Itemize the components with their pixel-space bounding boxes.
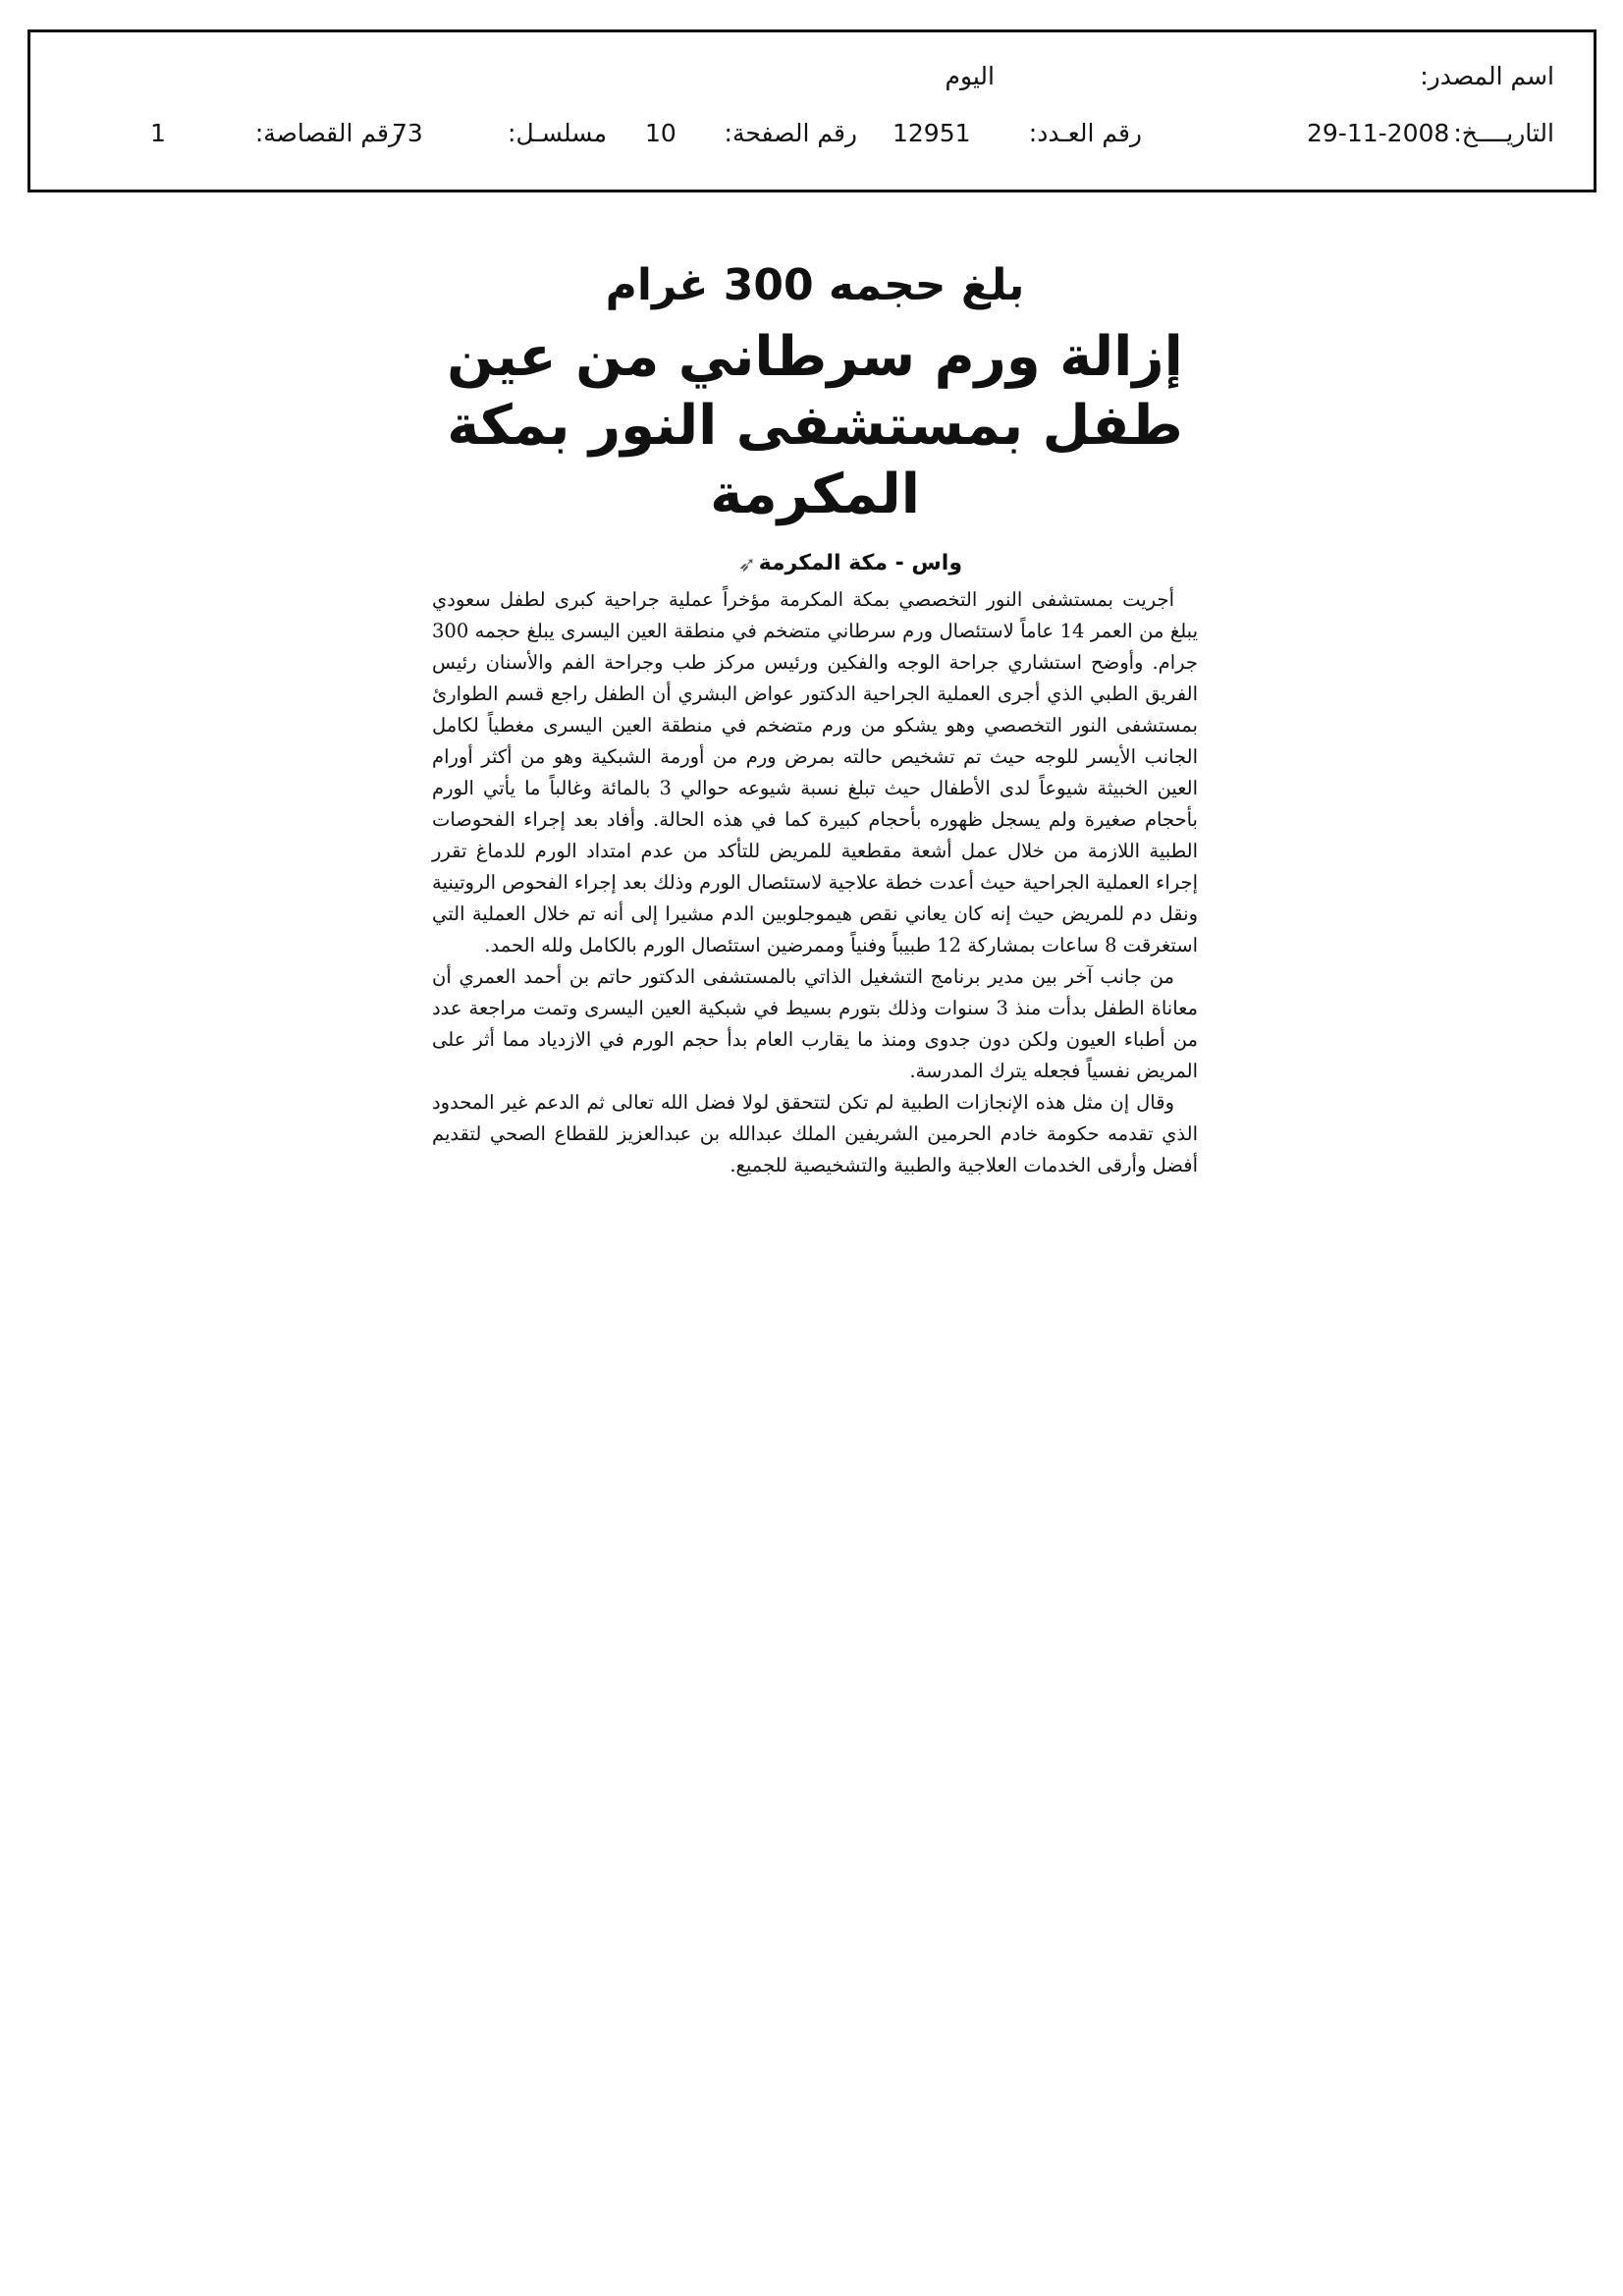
issue-label: رقم العـدد: <box>1028 119 1142 147</box>
source-value: اليوم <box>945 62 995 90</box>
paragraph: أجريت بمستشفى النور التخصصي بمكة المكرمة مؤخراً عملية جراحية كبرى لطفل سعودي يبلغ من العمر 14 عاماً لاستئصال ورم سرطاني متضخم في منطقة العين اليسرى يبلغ حجمه 300 جرام. وأوضح استشاري جراحة الوجه والفكين ورئيس مركز طب وجراحة الفم والأسنان رئيس الفريق الطبي الذي أجرى العملية الجراحية الدكتور عواض البشري أن الطفل راجع قسم الطوارئ بمستشفى النور التخصصي وهو يشكو من ورم متضخم في منطقة العين اليسرى مغطياً لكامل الجانب الأيسر للوجه حيث تم تشخيص حالته بمرض ورم من أورمة الشبكية وهو من أكثر أورام العين الخبيثة شيوعاً لدى الأطفال حيث تبلغ نسبة شيوعه حوالي 3 بالمائة وغالباً ما يأتي الورم بأحجام صغيرة ولم يسجل ظهوره بأحجام كبيرة كما في هذه الحالة. وأفاد بعد إجراء الفحوصات الطبية اللازمة من خلال عمل أشعة مقطعية للمريض للتأكد من عدم امتداد الورم للدماغ تقرر إجراء العملية الجراحية حيث أعدت خطة علاجية لاستئصال الورم وذلك بعد إجراء الفحوص الروتينية ونقل دم للمريض حيث إنه كان يعاني نقص هيموجلوبين الدم مشيرا إلى أنه تم خلال العملية التي استغرقت 8 ساعات بمشاركة 12 طبيباً وفنياً وممرضين استئصال الورم بالكامل ولله الحمد. <box>432 588 1198 957</box>
paragraph: وقال إن مثل هذه الإنجازات الطبية لم تكن لتتحقق لولا فضل الله تعالى ثم الدعم غير المحدود الذي تقدمه حكومة خادم الحرمين الشريفين الملك عبدالله بن عبدالعزيز للقطاع الصحي لتقديم أفضل وأرقى الخدمات العلاجية والطبية والتشخيصية للجميع. <box>432 1091 1198 1177</box>
serial-label: مسلسـل: <box>508 119 607 147</box>
article-body <box>432 584 1198 1181</box>
clipping-label: رقم القصاصة: <box>254 119 401 147</box>
page-value: 10 <box>645 119 676 147</box>
issue-value: 12951 <box>893 119 971 147</box>
article-subtitle: بلغ حجمه 300 غرام <box>605 260 1025 310</box>
arrow-icon: ➶ <box>737 553 756 578</box>
page-label: رقم الصفحة: <box>724 119 857 147</box>
serial-value: 73 <box>392 119 423 147</box>
byline-row <box>432 551 1198 584</box>
paragraph: من جانب آخر بين مدير برنامج التشغيل الذاتي بالمستشفى الدكتور حاتم بن أحمد العمري أن معاناة الطفل بدأت منذ 3 سنوات وذلك بتورم بسيط في شبكية العين اليسرى وتمت مراجعة عدد من أطباء العيون ولكن دون جدوى ومنذ ما يقارب العام بدأ حجم الورم في الازدياد مما أثر على المريض نفسياً فجعله يترك المدرسة. <box>432 965 1198 1083</box>
clipping-header-box <box>27 29 1596 192</box>
byline: واس - مكة المكرمة <box>758 551 962 576</box>
date-label: التاريــــخ: <box>1453 119 1554 147</box>
article-headline: إزالة ورم سرطاني من عين طفل بمستشفى النور بمكة المكرمة <box>447 325 1183 527</box>
clipping-value: 1 <box>150 119 166 147</box>
source-label: اسم المصدر: <box>1420 62 1554 90</box>
date-value: 29-11-2008 <box>1307 119 1450 147</box>
article <box>432 246 1198 1181</box>
